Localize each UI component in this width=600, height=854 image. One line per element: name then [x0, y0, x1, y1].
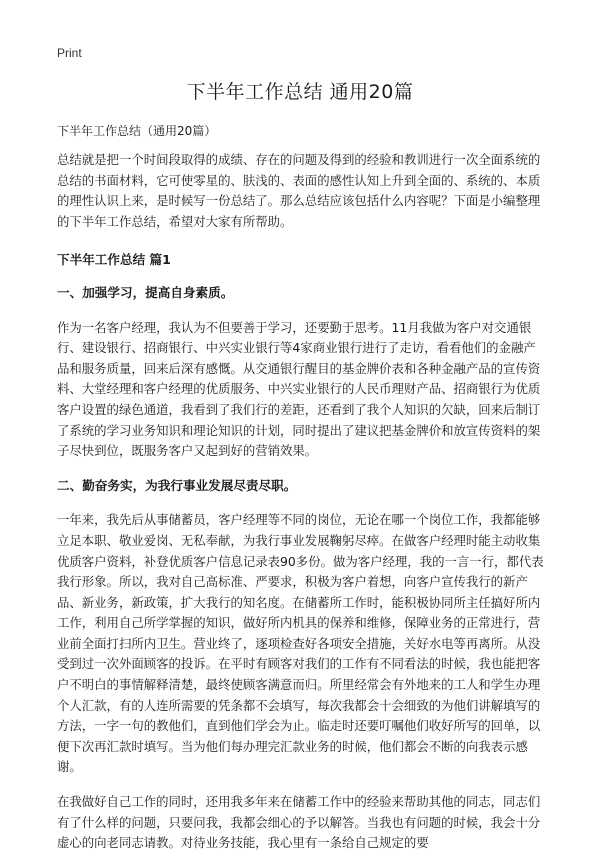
print-link[interactable]: Print — [57, 46, 82, 60]
body-paragraph: 一年来，我先后从事储蓄员，客户经理等不同的岗位，无论在哪一个岗位工作，我都能够立足本职、敬业爱岗、无私奉献，为我行事业发展鞠躬尽瘁。在做客户经理时能主动收集优质客户资料，补登优质客户信息记录表90多份。做为客户经理，我的一言一行，都代表我行形象。所以，我对自己高标准、严要求，积极为客户着想，向客户宣传我行的新产品、新业务，新政策，扩大我行的知名度。在储蓄所工作时，能积极协同所主任搞好所内工作，利用自己所学掌握的知识，做好所内机具的保养和维修，保障业务的正常进行，营业前全面打扫所内卫生。营业终了，逐项检查好各项安全措施，关好水电等再离所。从没受到过一次外面顾客的投诉。在平时有顾客对我们的工作有不同看法的时候，我也能把客户不明白的事情解释清楚，最终使顾客满意而归。所里经常会有外地来的工人和学生办理个人汇款，有的人连所需要的凭条都不会填写，每次我都会十会细致的为他们讲解填写的方法，一字一句的教他们，直到他们学会为止。临走时还要叮嘱他们收好所写的回单，以便下次再汇款时填写。当为他们每办理完汇款业务的时候，他们都会不断的向我表示感谢。 — [57, 512, 544, 775]
section-heading: 一、加强学习，提高自身素质。 — [57, 284, 234, 300]
section-heading: 二、勤奋务实，为我行事业发展尽责尽职。 — [57, 477, 297, 493]
intro-paragraph: 总结就是把一个时间段取得的成绩、存在的问题及得到的经验和教训进行一次全面系统的总结的书面材料，它可使零星的、肤浅的、表面的感性认知上升到全面的、系统的、本质的理性认识上来，是时候写一份总结了。那么总结应该包括什么内容呢？下面是小编整理的下半年工作总结，希望对大家有所帮助。 — [57, 152, 541, 229]
page-title: 下半年工作总结 通用20篇 — [186, 81, 414, 103]
body-paragraph: 作为一名客户经理，我认为不但要善于学习，还要勤于思考。11月我做为客户对交通银行、建设银行、招商银行、中兴实业银行等4家商业银行进行了走访，看看他们的金融产品和服务质量，回来后深有感慨。从交通银行醒目的基金牌价表和各种金融产品的宣传资料、大堂经理和客户经理的优质服务、中兴实业银行的人民币理财产品、招商银行为优质客户设置的绿色通道，我看到了我们行的差距，还看到了我个人知识的欠缺，回来后制订了系统的学习业务知识和理论知识的计划，同时提出了建议把基金牌价和放宣传资料的架子尽快到位，既服务客户又起到好的营销效果。 — [57, 319, 541, 459]
document-body — [57, 150, 545, 854]
body-paragraph: 在我做好自己工作的同时，还用我多年来在储蓄工作中的经验来帮助其他的同志，同志们有了什么样的问题，只要问我，我都会细心的予以解答。当我也有问题的时候，我会十分虚心的向老同志请教。对待业务技能，我心里有一条给自己规定的要 — [57, 794, 541, 851]
chapter-heading: 下半年工作总结 篇1 — [57, 252, 171, 268]
document-subtitle: 下半年工作总结（通用20篇） — [57, 124, 217, 138]
